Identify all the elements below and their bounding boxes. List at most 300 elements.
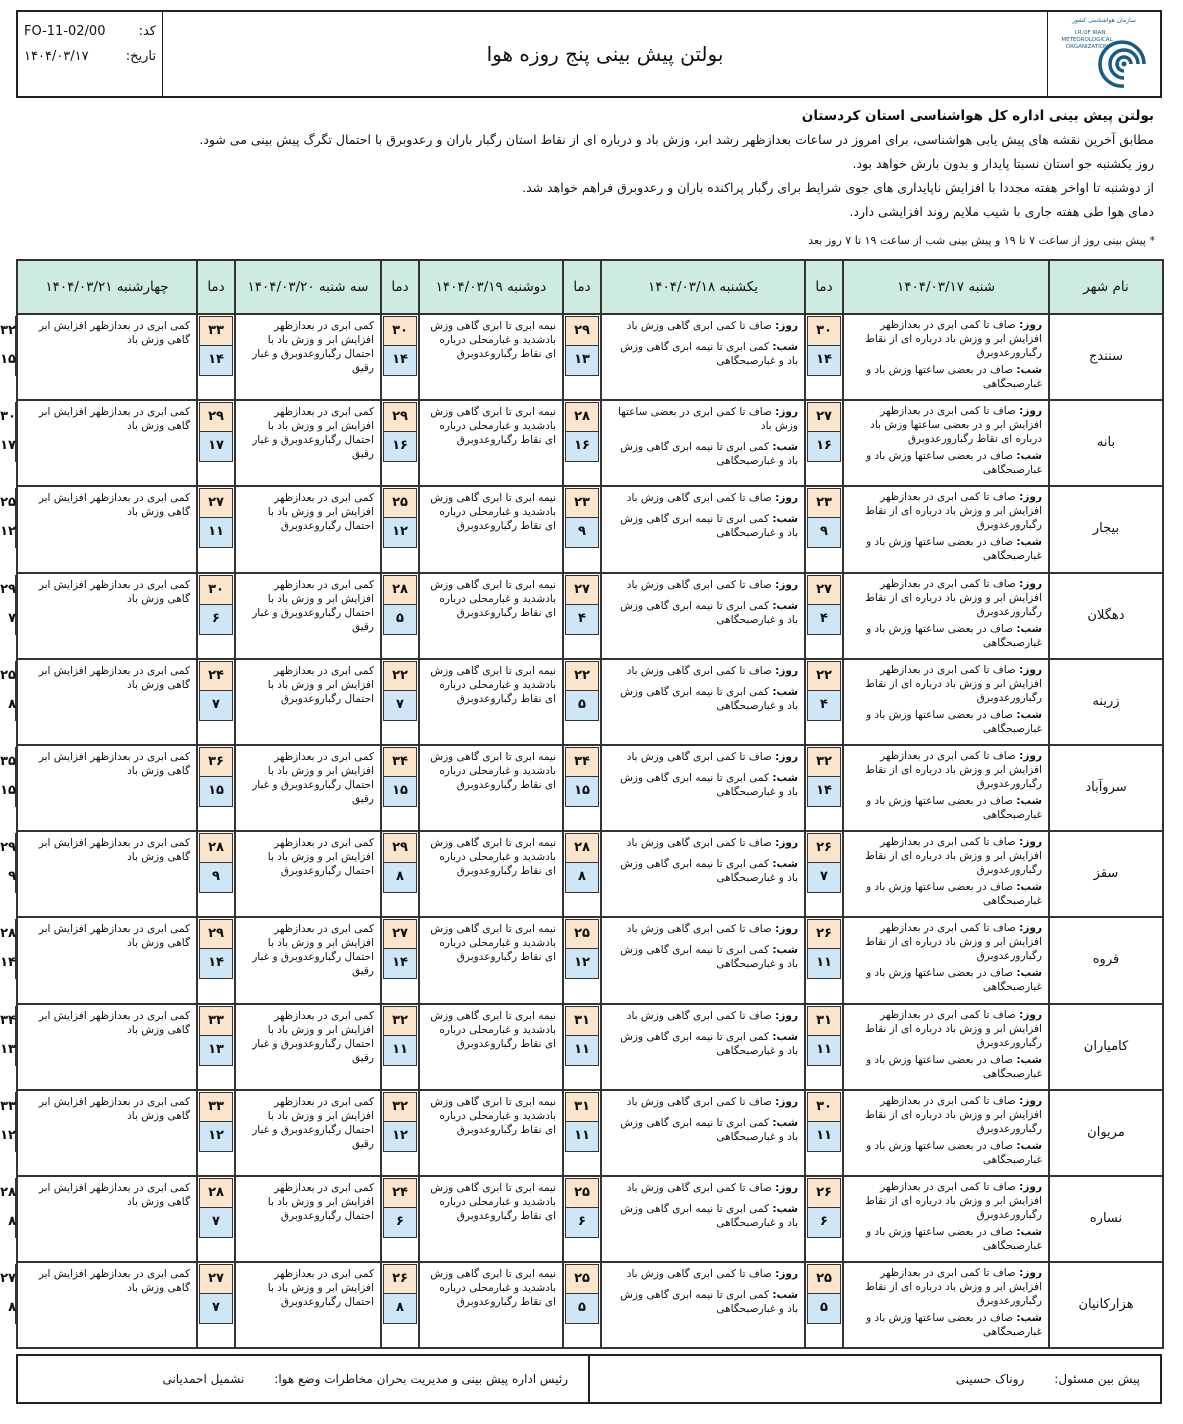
city-header: نام شهر (1049, 260, 1163, 314)
night-label: شب: (1016, 1139, 1042, 1152)
night-desc: کمی ابری تا نیمه ابری گاهی وزش باد و غبارصبحگاهی (620, 1116, 798, 1143)
forecast-desc-wed: کمی ابری در بعدازظهر افزایش ابر گاهی وزش باد (17, 400, 197, 486)
table-row (17, 745, 1163, 831)
max-temp: ۲۵ (565, 919, 599, 949)
day-label: روز: (775, 750, 798, 763)
night-desc: کمی ابری تا نیمه ابری گاهی وزش باد و غبارصبحگاهی (620, 341, 798, 367)
forecast-desc-tue: کمی ابری در بعدازظهر افزایش ابر و وزش باد با احتمال رگباروعدوبرق (235, 1176, 381, 1262)
temp-cell (563, 486, 601, 572)
day-label: روز: (775, 837, 798, 850)
head-block (18, 1356, 590, 1402)
min-temp: ۶ (383, 1208, 417, 1238)
temp-cell (805, 1262, 843, 1348)
logo-text-en-1: I.R.OF IRAN (1074, 30, 1106, 36)
forecaster-label: پیش بین مسئول: (1054, 1372, 1140, 1386)
max-temp: ۳۰ (807, 316, 841, 346)
min-temp: ۷ (199, 1294, 233, 1324)
max-temp: ۲۵ (807, 1264, 841, 1294)
temp-header: دما (197, 260, 235, 314)
day-label: روز: (1019, 319, 1042, 331)
night-label: شب: (1016, 1225, 1042, 1238)
min-temp: ۷ (15, 605, 17, 635)
max-temp: ۲۹ (383, 402, 417, 432)
min-temp: ۹ (807, 518, 841, 548)
temp-cell (381, 573, 419, 659)
document-header (16, 10, 1162, 98)
min-temp: ۹ (199, 863, 233, 893)
max-temp: ۲۹ (15, 575, 17, 605)
forecast-desc-sun (601, 917, 805, 1003)
forecast-desc-sat (843, 831, 1049, 917)
temp-cell (805, 659, 843, 745)
temp-header: دما (563, 260, 601, 314)
table-row (17, 917, 1163, 1003)
temp-cell (197, 1090, 235, 1176)
day-label: روز: (775, 492, 798, 505)
night-desc: صاف در بعضی ساعتها وزش باد و غبارصبحگاهی (866, 364, 1042, 390)
city-name: نساره (1049, 1176, 1163, 1262)
min-temp: ۶ (807, 1208, 841, 1238)
night-desc: صاف در بعضی ساعتها وزش باد و غبارصبحگاهی (866, 1053, 1042, 1080)
table-row (17, 1090, 1163, 1176)
intro-heading: بولتن پیش بینی اداره کل هواشناسی استان کردستان (801, 108, 1154, 124)
day-desc: صاف تا کمی ابری گاهی وزش باد (626, 837, 772, 850)
max-temp: ۲۸ (15, 919, 17, 949)
day-header-mon: دوشنبه ۱۴۰۴/۰۳/۱۹ (419, 260, 563, 314)
table-row (17, 1004, 1163, 1090)
max-temp: ۲۹ (565, 316, 599, 346)
city-name: دهگلان (1049, 573, 1163, 659)
max-temp: ۲۹ (15, 833, 17, 863)
forecast-desc-wed: کمی ابری در بعدازظهر افزایش ابر گاهی وزش باد (17, 659, 197, 745)
max-temp: ۳۱ (565, 1006, 599, 1036)
day-label: روز: (1019, 577, 1042, 590)
min-temp: ۷ (383, 691, 417, 721)
forecast-desc-sun (601, 1090, 805, 1176)
max-temp: ۳۴ (565, 747, 599, 777)
night-label: شب: (1016, 364, 1042, 376)
day-label: روز: (1019, 836, 1042, 849)
forecast-desc-mon: نیمه ابری تا ابری گاهی وزش بادشدید و غبارمحلی درباره ای نقاط رگباروعدوبرق (419, 917, 563, 1003)
forecast-desc-sat (843, 1262, 1049, 1348)
temp-header: دما (381, 260, 419, 314)
temp-cell (381, 400, 419, 486)
min-temp: ۱۳ (565, 346, 599, 376)
night-desc: صاف در بعضی ساعتها وزش باد و غبارصبحگاهی (866, 881, 1042, 908)
day-label: روز: (775, 923, 798, 936)
forecast-desc-sat (843, 400, 1049, 486)
temp-cell (805, 831, 843, 917)
max-temp: ۲۷ (15, 1264, 17, 1294)
night-desc: کمی ابری تا نیمه ابری گاهی وزش باد و غبارصبحگاهی (620, 685, 798, 712)
city-name: سروآباد (1049, 745, 1163, 831)
day-desc: صاف تا کمی ابری در بعدازظهر افزایش ابر و وزش باد درباره ای از نقاط رگبارورعدوبرق (865, 1180, 1042, 1221)
day-label: روز: (1019, 491, 1042, 504)
night-desc: کمی ابری تا نیمه ابری گاهی وزش باد و غبارصبحگاهی (620, 599, 798, 626)
temp-cell (563, 1262, 601, 1348)
day-label: روز: (775, 1009, 798, 1022)
temp-cell (197, 831, 235, 917)
night-desc: صاف در بعضی ساعتها وزش باد و غبارصبحگاهی (866, 1139, 1042, 1166)
forecast-desc-mon: نیمه ابری تا ابری گاهی وزش بادشدید و غبارمحلی درباره ای نقاط رگباروعدوبرق (419, 1004, 563, 1090)
day-desc: صاف تا کمی ابری گاهی وزش باد (626, 578, 772, 591)
night-desc: کمی ابری تا نیمه ابری گاهی وزش باد و غبارصبحگاهی (620, 858, 798, 885)
min-temp: ۱۵ (15, 777, 17, 807)
min-temp: ۸ (565, 863, 599, 893)
temp-cell (563, 573, 601, 659)
night-label: شب: (1016, 622, 1042, 635)
day-desc: صاف تا کمی ابری در بعدازظهر افزایش ابر و وزش باد درباره ای از نقاط رگبارورعدوبرق (865, 749, 1042, 790)
temp-cell (197, 745, 235, 831)
min-temp: ۱۲ (199, 1122, 233, 1152)
city-name: زرینه (1049, 659, 1163, 745)
temp-cell (805, 314, 843, 400)
day-desc: صاف تا کمی ابری گاهی وزش باد (626, 750, 772, 763)
night-label: شب: (772, 1289, 798, 1302)
day-label: روز: (775, 664, 798, 677)
temp-cell (805, 486, 843, 572)
forecast-desc-sun (601, 745, 805, 831)
temp-cell (197, 400, 235, 486)
temp-cell (381, 1090, 419, 1176)
max-temp: ۲۴ (199, 661, 233, 691)
day-desc: صاف تا کمی ابری در بعدازظهر افزایش ابر و در بعضی ساعتها وزش باد درباره ای نقاط رگبارورعدوبرق (870, 405, 1042, 446)
forecast-desc-sat (843, 745, 1049, 831)
table-row (17, 400, 1163, 486)
night-desc: صاف در بعضی ساعتها وزش باد و غبارصبحگاهی (866, 450, 1042, 477)
max-temp: ۲۷ (807, 575, 841, 605)
city-name: بانه (1049, 400, 1163, 486)
day-header-tue: سه شنبه ۱۴۰۴/۰۳/۲۰ (235, 260, 381, 314)
max-temp: ۲۵ (565, 1264, 599, 1294)
night-label: شب: (772, 1202, 798, 1215)
day-desc: صاف تا کمی ابری در بعدازظهر افزایش ابر و وزش باد درباره ای از نقاط رگبارورعدوبرق (865, 319, 1042, 359)
max-temp: ۲۹ (199, 402, 233, 432)
max-temp: ۳۳ (199, 316, 233, 346)
min-temp: ۹ (15, 863, 17, 893)
forecast-desc-sat (843, 917, 1049, 1003)
min-temp: ۱۴ (807, 777, 841, 807)
temp-header: دما (805, 260, 843, 314)
max-temp: ۲۸ (199, 833, 233, 863)
day-desc: صاف تا کمی ابری در بعضی ساعتها وزش باد (617, 406, 798, 433)
forecast-desc-sun (601, 400, 805, 486)
logo-text-fa: سازمان هواشناسی کشور (1072, 17, 1136, 24)
temp-cell (381, 1004, 419, 1090)
temp-cell (381, 1262, 419, 1348)
min-temp: ۱۷ (199, 432, 233, 462)
min-temp: ۱۷ (15, 432, 17, 462)
night-desc: صاف در بعضی ساعتها وزش باد و غبارصبحگاهی (866, 536, 1042, 563)
night-desc: صاف در بعضی ساعتها وزش باد و غبارصبحگاهی (866, 967, 1042, 994)
day-label: روز: (775, 320, 798, 332)
night-label: شب: (1016, 708, 1042, 721)
forecast-desc-sun (601, 486, 805, 572)
min-temp: ۱۶ (383, 432, 417, 462)
min-temp: ۱۲ (15, 1122, 17, 1152)
min-temp: ۸ (383, 1294, 417, 1324)
forecast-desc-mon: نیمه ابری تا ابری گاهی وزش بادشدید و غبارمحلی درباره ای نقاط رگباروعدوبرق (419, 1262, 563, 1348)
max-temp: ۲۷ (199, 488, 233, 518)
min-temp: ۱۱ (565, 1122, 599, 1152)
night-desc: صاف در بعضی ساعتها وزش باد و غبارصبحگاهی (866, 622, 1042, 649)
forecast-desc-tue: کمی ابری در بعدازظهر افزایش ابر و وزش باد با احتمال رگباروعدوبرق و غبار رقیق (235, 1004, 381, 1090)
max-temp: ۳۴ (15, 1006, 17, 1036)
forecast-desc-tue: کمی ابری در بعدازظهر افزایش ابر و وزش باد با احتمال رگباروعدوبرق و غبار رقیق (235, 400, 381, 486)
night-desc: کمی ابری تا نیمه ابری گاهی وزش باد و غبارصبحگاهی (620, 1202, 798, 1229)
min-temp: ۱۱ (199, 518, 233, 548)
signature-footer (16, 1354, 1162, 1404)
logo-text-en-2: METEOROLOGICAL (1061, 37, 1113, 43)
day-desc: صاف تا کمی ابری در بعدازظهر افزایش ابر و وزش باد درباره ای از نقاط رگبارورعدوبرق (865, 491, 1042, 532)
table-row (17, 831, 1163, 917)
day-label: روز: (1019, 405, 1042, 418)
forecast-desc-sat (843, 573, 1049, 659)
night-label: شب: (1016, 536, 1042, 549)
max-temp: ۲۶ (383, 1264, 417, 1294)
city-name: مریوان (1049, 1090, 1163, 1176)
min-temp: ۸ (15, 691, 17, 721)
temp-cell (563, 1090, 601, 1176)
day-label: روز: (775, 1268, 798, 1281)
day-desc: صاف تا کمی ابری گاهی وزش باد (626, 492, 772, 505)
forecast-desc-sat (843, 486, 1049, 572)
temp-cell (563, 745, 601, 831)
forecast-desc-tue: کمی ابری در بعدازظهر افزایش ابر و وزش باد با احتمال رگباروعدوبرق (235, 486, 381, 572)
forecast-desc-mon: نیمه ابری تا ابری گاهی وزش بادشدید و غبارمحلی درباره ای نقاط رگباروعدوبرق (419, 1090, 563, 1176)
forecast-desc-tue: کمی ابری در بعدازظهر افزایش ابر و وزش باد با احتمال رگباروعدوبرق و غبار رقیق (235, 1090, 381, 1176)
temp-cell (563, 1004, 601, 1090)
min-temp: ۱۳ (15, 1036, 17, 1066)
code-row (24, 24, 156, 39)
city-name: هزارکانیان (1049, 1262, 1163, 1348)
max-temp: ۲۶ (807, 1178, 841, 1208)
day-desc: صاف تا کمی ابری گاهی وزش باد (626, 1268, 772, 1281)
min-temp: ۸ (15, 1208, 17, 1238)
forecast-desc-tue: کمی ابری در بعدازظهر افزایش ابر و وزش باد با احتمال رگباروعدوبرق (235, 831, 381, 917)
table-row (17, 1262, 1163, 1348)
forecast-desc-sun (601, 573, 805, 659)
date-label: تاریخ: (125, 49, 156, 64)
max-temp: ۲۹ (383, 833, 417, 863)
max-temp: ۲۷ (383, 919, 417, 949)
forecast-desc-tue: کمی ابری در بعدازظهر افزایش ابر و وزش باد با احتمال رگباروعدوبرق و غبار رقیق (235, 573, 381, 659)
forecast-desc-tue: کمی ابری در بعدازظهر افزایش ابر و وزش باد با احتمال رگباروعدوبرق و غبار رقیق (235, 745, 381, 831)
day-desc: صاف تا کمی ابری در بعدازظهر افزایش ابر و وزش باد درباره ای از نقاط رگبارورعدوبرق (865, 663, 1042, 704)
forecast-desc-sun (601, 1004, 805, 1090)
min-temp: ۵ (383, 605, 417, 635)
max-temp: ۳۲ (15, 316, 17, 346)
min-temp: ۴ (565, 605, 599, 635)
night-label: شب: (772, 1116, 798, 1129)
forecast-desc-sat (843, 659, 1049, 745)
forecast-desc-wed: کمی ابری در بعدازظهر افزایش ابر گاهی وزش باد (17, 1090, 197, 1176)
forecast-desc-sat (843, 1176, 1049, 1262)
night-label: شب: (1016, 450, 1042, 463)
temp-cell (381, 831, 419, 917)
temp-cell (197, 486, 235, 572)
day-label: روز: (775, 578, 798, 591)
forecast-desc-mon: نیمه ابری تا ابری گاهی وزش بادشدید و غبارمحلی درباره ای نقاط رگباروعدوبرق (419, 659, 563, 745)
min-temp: ۷ (199, 1208, 233, 1238)
day-label: روز: (1019, 922, 1042, 935)
day-desc: صاف تا کمی ابری در بعدازظهر افزایش ابر و وزش باد درباره ای از نقاط رگبارورعدوبرق (865, 922, 1042, 963)
max-temp: ۲۳ (807, 488, 841, 518)
night-desc: صاف در بعضی ساعتها وزش باد و غبارصبحگاهی (866, 794, 1042, 821)
night-label: شب: (772, 1030, 798, 1043)
min-temp: ۸ (383, 863, 417, 893)
day-desc: صاف تا کمی ابری گاهی وزش باد (626, 1095, 772, 1108)
temp-cell (381, 745, 419, 831)
min-temp: ۹ (565, 518, 599, 548)
day-desc: صاف تا کمی ابری در بعدازظهر افزایش ابر و وزش باد درباره ای از نقاط رگبارورعدوبرق (865, 1008, 1042, 1049)
day-header-sun: یکشنبه ۱۴۰۴/۰۳/۱۸ (601, 260, 805, 314)
forecast-table (0, 259, 1164, 1349)
forecast-desc-wed: کمی ابری در بعدازظهر افزایش ابر گاهی وزش باد (17, 1004, 197, 1090)
max-temp: ۲۳ (565, 488, 599, 518)
logo-text-en-3: ORGANIZATION (1065, 44, 1109, 50)
forecast-desc-wed: کمی ابری در بعدازظهر افزایش ابر گاهی وزش باد (17, 1262, 197, 1348)
max-temp: ۳۲ (383, 1006, 417, 1036)
day-label: روز: (775, 1095, 798, 1108)
night-desc: کمی ابری تا نیمه ابری گاهی وزش باد و غبارصبحگاهی (620, 513, 798, 540)
forecast-desc-tue: کمی ابری در بعدازظهر افزایش ابر و وزش باد با احتمال رگباروعدوبرق (235, 659, 381, 745)
max-temp: ۲۶ (807, 919, 841, 949)
temp-cell (563, 917, 601, 1003)
max-temp: ۳۳ (199, 1006, 233, 1036)
min-temp: ۱۵ (565, 777, 599, 807)
night-label: شب: (772, 341, 798, 353)
day-header-sat: شنبه ۱۴۰۴/۰۳/۱۷ (843, 260, 1049, 314)
max-temp: ۲۹ (199, 919, 233, 949)
day-desc: صاف تا کمی ابری گاهی وزش باد (626, 1181, 772, 1194)
forecast-desc-wed: کمی ابری در بعدازظهر افزایش ابر گاهی وزش باد (17, 1176, 197, 1262)
forecast-desc-mon: نیمه ابری تا ابری گاهی وزش بادشدید و غبارمحلی درباره ای نقاط رگباروعدوبرق (419, 486, 563, 572)
day-desc: صاف تا کمی ابری گاهی وزش باد (626, 923, 772, 936)
max-temp: ۲۵ (383, 488, 417, 518)
min-temp: ۱۴ (807, 346, 841, 376)
day-label: روز: (1019, 1180, 1042, 1193)
min-temp: ۱۱ (807, 949, 841, 979)
forecast-desc-mon: نیمه ابری تا ابری گاهی وزش بادشدید و غبارمحلی درباره ای نقاط رگباروعدوبرق (419, 745, 563, 831)
min-temp: ۶ (199, 605, 233, 635)
intro-section (16, 104, 1162, 224)
min-temp: ۱۱ (807, 1036, 841, 1066)
max-temp: ۲۷ (807, 402, 841, 432)
forecast-desc-sat (843, 1090, 1049, 1176)
max-temp: ۲۲ (565, 661, 599, 691)
max-temp: ۲۵ (15, 661, 17, 691)
forecast-desc-wed: کمی ابری در بعدازظهر افزایش ابر گاهی وزش باد (17, 831, 197, 917)
forecast-desc-mon: نیمه ابری تا ابری گاهی وزش بادشدید و غبارمحلی درباره ای نقاط رگباروعدوبرق (419, 1176, 563, 1262)
day-desc: صاف تا کمی ابری در بعدازظهر افزایش ابر و وزش باد درباره ای از نقاط رگبارورعدوبرق (865, 577, 1042, 618)
forecast-desc-tue: کمی ابری در بعدازظهر افزایش ابر و وزش باد با احتمال رگباروعدوبرق و غبار رقیق (235, 917, 381, 1003)
temp-cell (381, 917, 419, 1003)
day-desc: صاف تا کمی ابری در بعدازظهر افزایش ابر و وزش باد درباره ای از نقاط رگبارورعدوبرق (865, 836, 1042, 877)
day-desc: صاف تا کمی ابری گاهی وزش باد (626, 1009, 772, 1022)
table-row (17, 1176, 1163, 1262)
max-temp: ۳۱ (807, 1006, 841, 1036)
min-temp: ۱۱ (383, 1036, 417, 1066)
code-value: FO-11-02/00 (24, 24, 106, 39)
min-temp: ۵ (565, 1294, 599, 1324)
min-temp: ۷ (199, 691, 233, 721)
min-temp: ۱۴ (199, 346, 233, 376)
table-row (17, 314, 1163, 400)
min-temp: ۱۱ (565, 1036, 599, 1066)
temp-cell (563, 1176, 601, 1262)
temp-cell (805, 1176, 843, 1262)
day-label: روز: (775, 1181, 798, 1194)
temp-cell (197, 1262, 235, 1348)
temp-cell (805, 745, 843, 831)
city-name: قروه (1049, 917, 1163, 1003)
max-temp: ۳۲ (383, 1092, 417, 1122)
night-label: شب: (1016, 1312, 1042, 1325)
forecast-desc-sun (601, 1262, 805, 1348)
code-label: کد: (138, 24, 156, 39)
max-temp: ۲۸ (565, 402, 599, 432)
min-temp: ۴ (807, 691, 841, 721)
min-temp: ۸ (15, 1294, 17, 1324)
night-label: شب: (1016, 1053, 1042, 1066)
min-temp: ۱۴ (15, 949, 17, 979)
night-desc: کمی ابری تا نیمه ابری گاهی وزش باد و غبارصبحگاهی (620, 771, 798, 798)
max-temp: ۲۷ (199, 1264, 233, 1294)
min-temp: ۱۶ (807, 432, 841, 462)
temp-cell (197, 573, 235, 659)
day-desc: صاف تا کمی ابری در بعدازظهر افزایش ابر و وزش باد درباره ای از نقاط رگبارورعدوبرق (865, 1267, 1042, 1308)
forecast-desc-tue: کمی ابری در بعدازظهر افزایش ابر و وزش باد با احتمال رگباروعدوبرق (235, 1262, 381, 1348)
forecast-desc-wed: کمی ابری در بعدازظهر افزایش ابر گاهی وزش باد (17, 573, 197, 659)
head-name: نشمیل احمدیانی (162, 1372, 245, 1386)
max-temp: ۳۳ (199, 1092, 233, 1122)
forecast-time-note: * پیش بینی روز از ساعت ۷ تا ۱۹ و پیش بینی شب از ساعت ۱۹ تا ۷ روز بعد (808, 234, 1155, 247)
day-label: روز: (1019, 1267, 1042, 1280)
table-row (17, 659, 1163, 745)
night-desc: کمی ابری تا نیمه ابری گاهی وزش باد و غبارصبحگاهی (620, 944, 798, 971)
night-desc: کمی ابری تا نیمه ابری گاهی وزش باد و غبارصبحگاهی (620, 1289, 798, 1316)
temp-cell (197, 314, 235, 400)
document-title: بولتن پیش بینی پنج روزه هوا (163, 12, 1048, 96)
min-temp: ۱۳ (199, 1036, 233, 1066)
day-desc: صاف تا کمی ابری در بعدازظهر افزایش ابر و وزش باد درباره ای از نقاط رگبارورعدوبرق (865, 1094, 1042, 1135)
max-temp: ۳۰ (383, 316, 417, 346)
city-name: بیجار (1049, 486, 1163, 572)
max-temp: ۲۸ (565, 833, 599, 863)
min-temp: ۱۲ (383, 518, 417, 548)
forecast-desc-sat (843, 1004, 1049, 1090)
max-temp: ۳۱ (565, 1092, 599, 1122)
temp-cell (563, 831, 601, 917)
temp-cell (197, 1176, 235, 1262)
city-name: کامیاران (1049, 1004, 1163, 1090)
night-label: شب: (1016, 881, 1042, 894)
forecast-desc-sun (601, 314, 805, 400)
max-temp: ۲۸ (15, 1178, 17, 1208)
night-label: شب: (772, 513, 798, 526)
day-label: روز: (1019, 749, 1042, 762)
max-temp: ۲۵ (565, 1178, 599, 1208)
forecast-desc-sun (601, 659, 805, 745)
head-label: رئیس اداره پیش بینی و مدیریت بحران مخاطرات وضع هوا: (274, 1372, 568, 1386)
temp-cell (381, 1176, 419, 1262)
forecast-desc-wed: کمی ابری در بعدازظهر افزایش ابر گاهی وزش باد (17, 745, 197, 831)
min-temp: ۱۱ (807, 1122, 841, 1152)
night-label: شب: (772, 944, 798, 957)
max-temp: ۲۲ (383, 661, 417, 691)
forecast-desc-tue: کمی ابری در بعدازظهر افزایش ابر و وزش باد با احتمال رگباروعدوبرق و غبار رقیق (235, 314, 381, 400)
